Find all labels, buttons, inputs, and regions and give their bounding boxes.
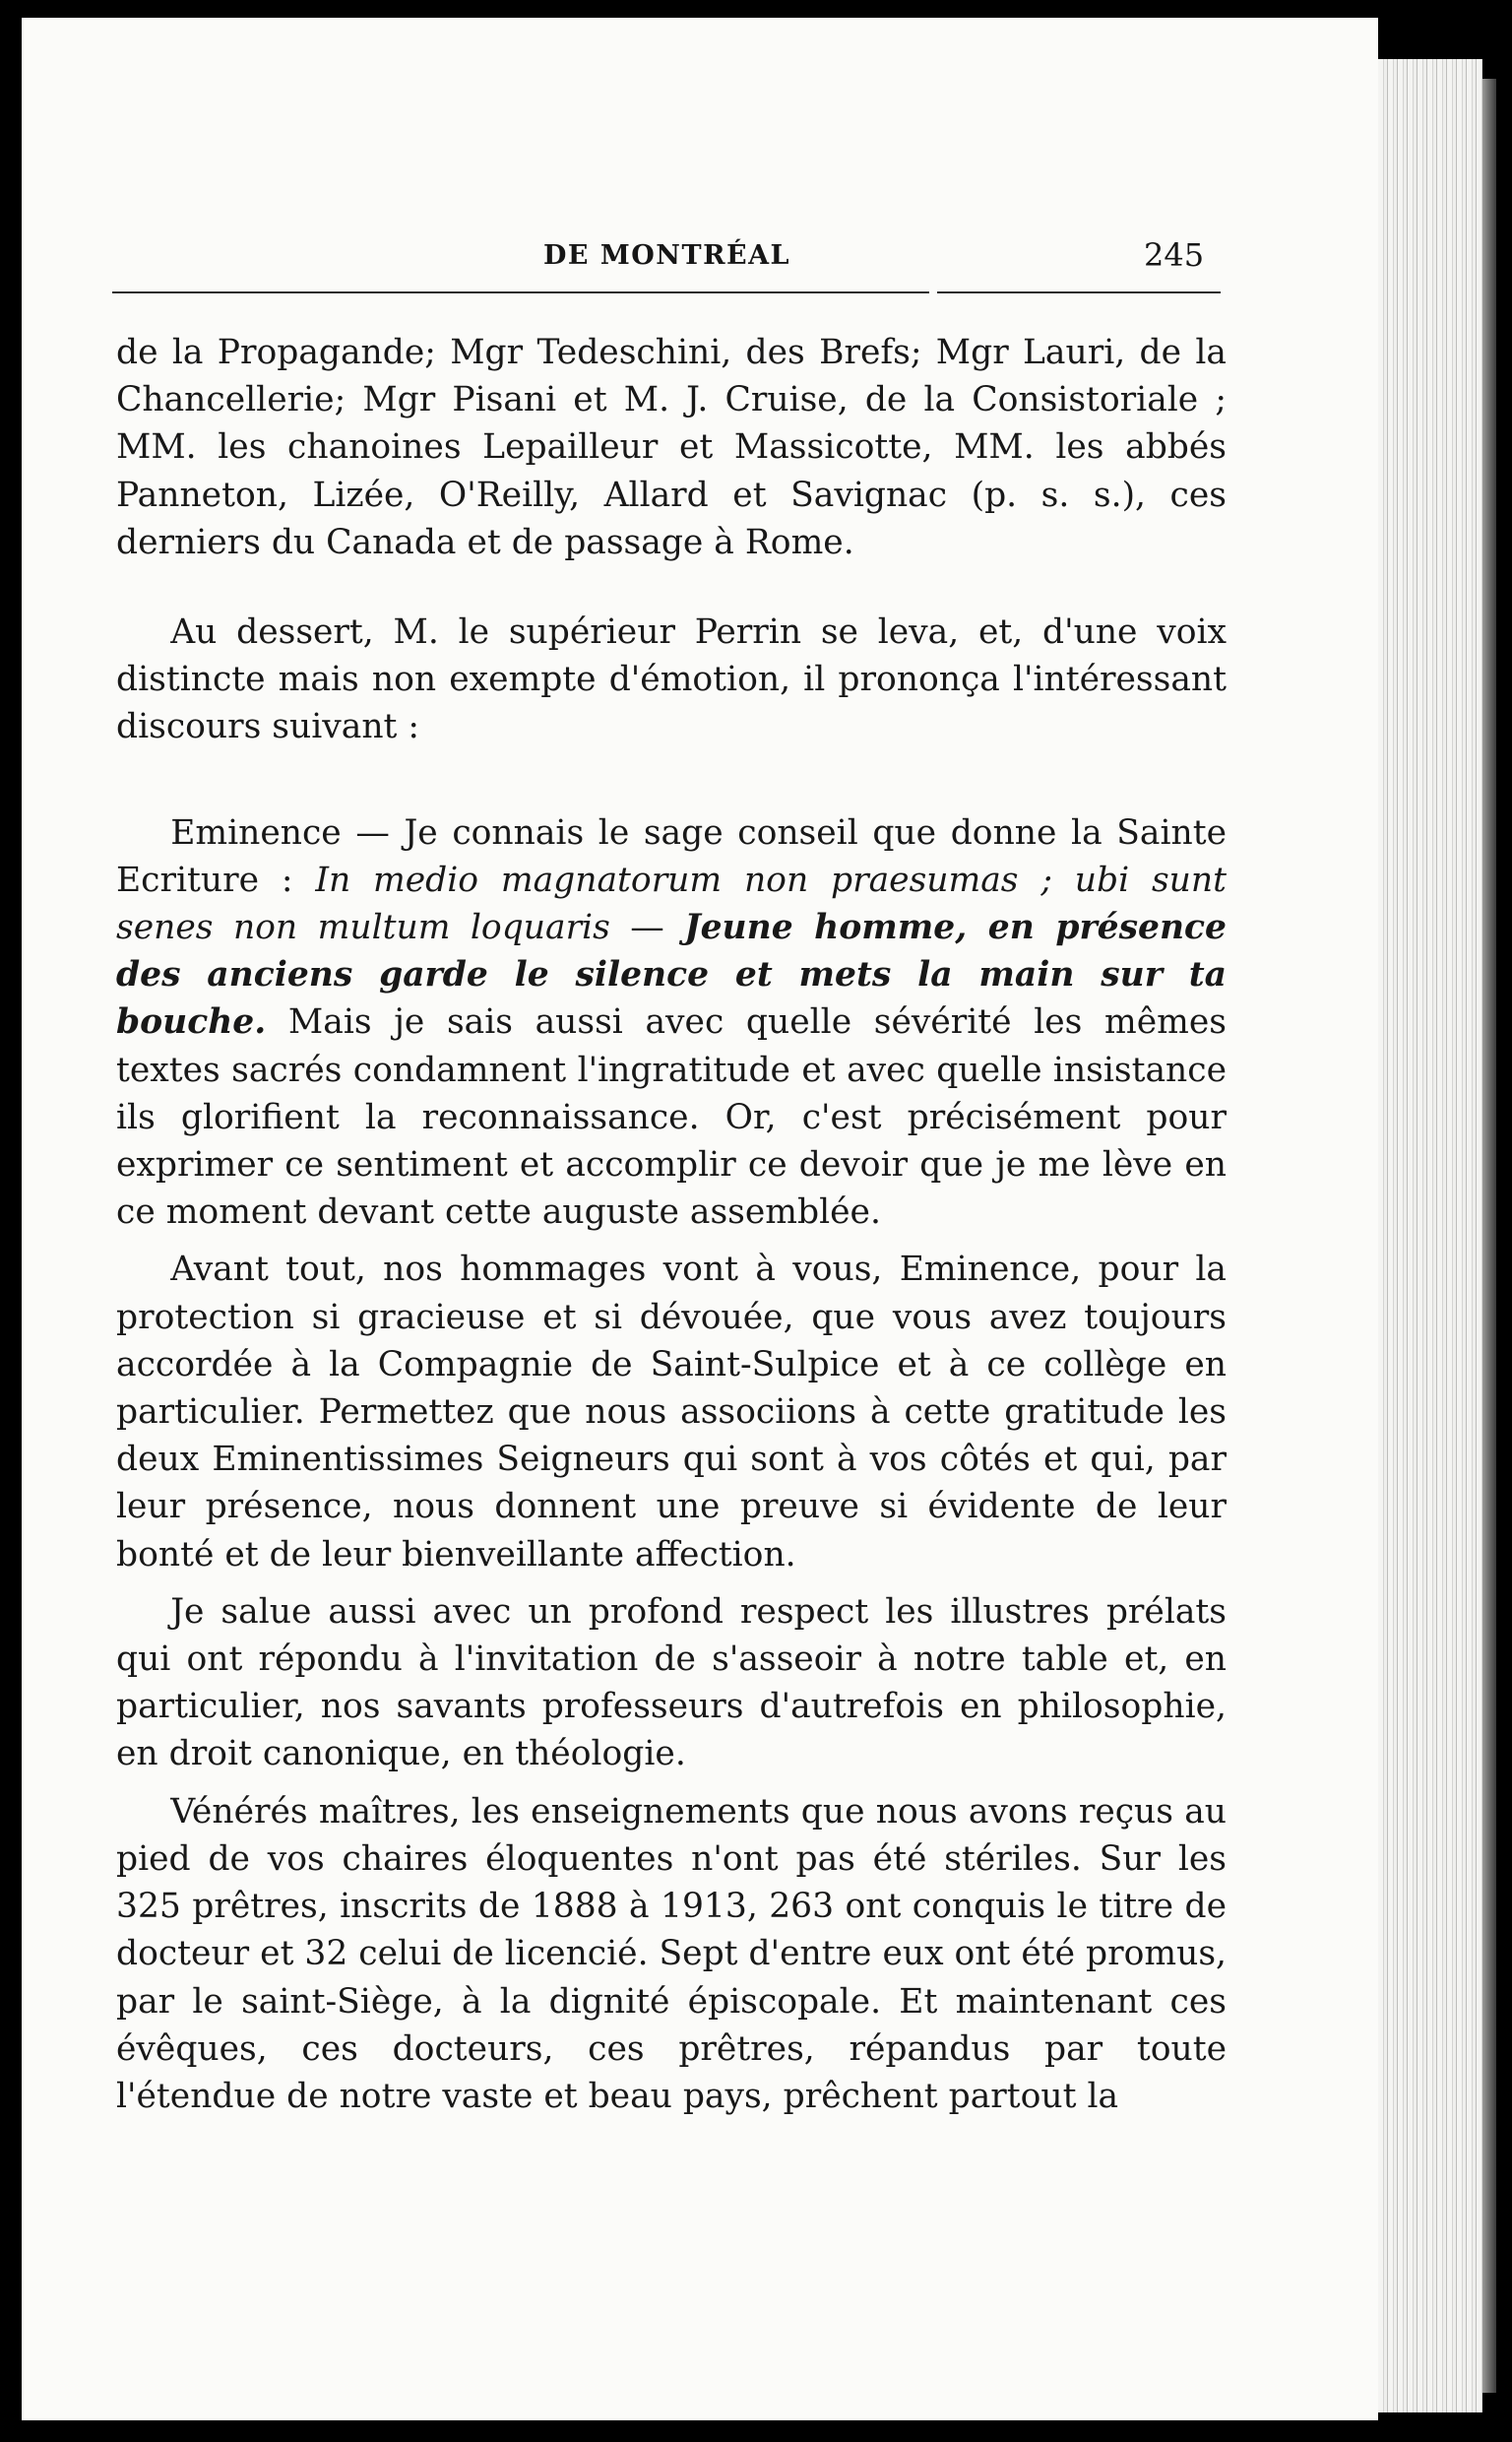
speech-opening: Eminence — Je connais le sage conseil que donne la Sainte Ecriture : (116, 812, 1227, 900)
paragraph: Au dessert, M. le supérieur Perrin se leva, et, d'une voix distincte mais non exempte d'émotion, il prononça l'intéressant discours suivant : (116, 612, 1227, 747)
header-rule (937, 291, 1221, 293)
body-text (116, 329, 1227, 2120)
header-rule (112, 291, 929, 293)
running-head (22, 236, 1378, 276)
binding-shadow (1482, 79, 1496, 2393)
speech-paragraph (116, 809, 1227, 1237)
book-page (22, 18, 1378, 2420)
page-edges (1378, 59, 1482, 2412)
speech-continuation: Mais je sais aussi avec quelle sévérité les mêmes textes sacrés condamnent l'ingratitude et avec quelle insistance ils glorifient la reconnaissance. Or, c'est précisément pour exprimer ce sentiment et accomplir ce devoir que je me lève en ce moment devant cette auguste assemblée. (116, 1002, 1227, 1233)
paragraph: Avant tout, nos hommages vont à vous, Eminence, pour la protection si gracieuse et si dévouée, que vous avez toujours accordée à la Compagnie de Saint-Sulpice et à ce collège en particulier. Permettez que nous associions à cette gratitude les deux Eminentissimes Seigneurs qui sont à vos côtés et qui, par leur présence, nous donnent une preuve si évidente de leur bonté et de leur bienveillante affection. (116, 1250, 1227, 1574)
french-translation: Jeune homme, en présence des anciens garde le silence et mets la main sur ta bouche. (116, 908, 1227, 1043)
latin-quote: In medio magnatorum non praesumas ; ubi sunt senes non multum loquaris (116, 860, 1227, 948)
page-number: 245 (1144, 236, 1205, 274)
paragraph: Vénérés maîtres, les enseignements que nous avons reçus au pied de vos chaires éloquentes n'ont pas été stériles. Sur les 325 prêtres, inscrits de 1888 à 1913, 263 ont conquis le titre de docteur et 32 celui de licencié. Sept d'entre eux ont été promus, par le saint-Siège, à la dignité épiscopale. Et maintenant ces évêques, ces docteurs, ces prêtres, répandus par toute l'étendue de notre vaste et beau pays, prêchent partout la (116, 1791, 1227, 2116)
paragraph: Je salue aussi avec un profond respect les illustres prélats qui ont répondu à l'invitation de s'asseoir à notre table et, en particulier, nos savants professeurs d'autrefois en philosophie, en droit canonique, en théologie. (116, 1591, 1227, 1774)
paragraph: de la Propagande; Mgr Tedeschini, des Brefs; Mgr Lauri, de la Chancellerie; Mgr Pisani et M. J. Cruise, de la Consistoriale ; MM. les chanoines Lepailleur et Massicotte, MM. les abbés Panneton, Lizée, O'Reilly, Allard et Savignac (p. s. s.), ces derniers du Canada et de passage à Rome. (116, 333, 1227, 562)
running-title: DE MONTRÉAL (543, 240, 791, 271)
quote-dash: — (609, 908, 685, 948)
